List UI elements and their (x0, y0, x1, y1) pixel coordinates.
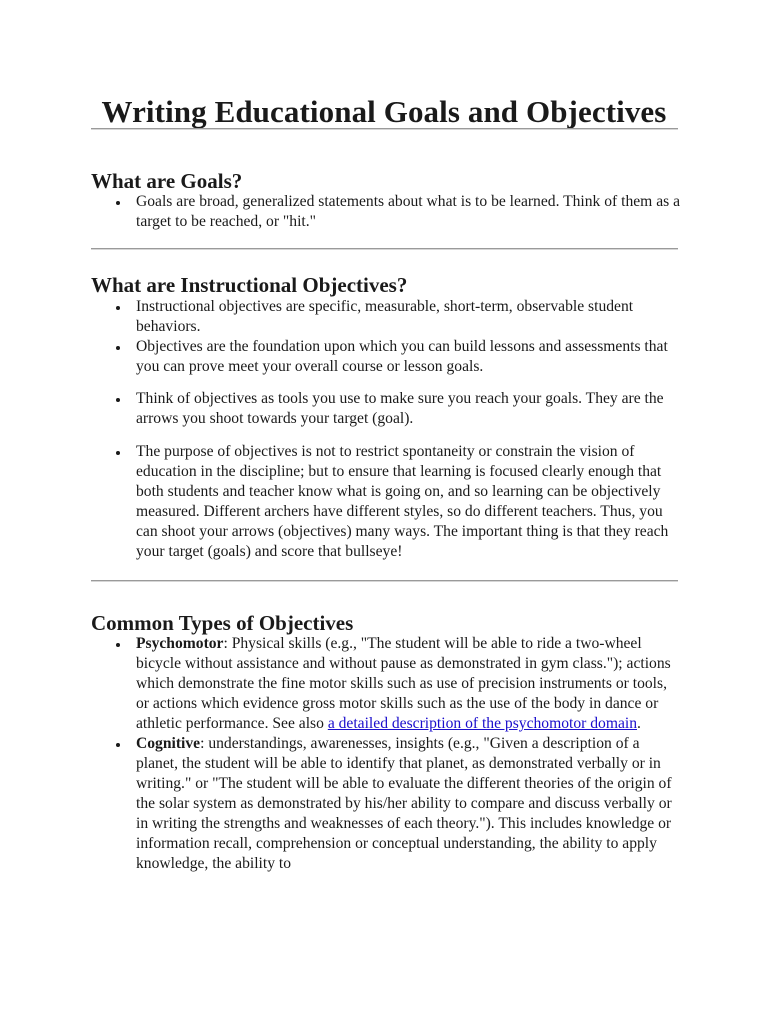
heading-goals: What are Goals? (91, 169, 243, 193)
list-item: Think of objectives as tools you use to make sure you reach your goals. They are the arrows you shoot towards your target (goal). (91, 389, 683, 429)
list-item-psychomotor (91, 634, 683, 734)
types-list (91, 634, 683, 874)
list-item: The purpose of objectives is not to restrict spontaneity or constrain the vision of education in the discipline; but to ensure that learning is focused clearly enough that both students and teacher know what is going on, and so learning can be objectively measured. Different archers have different styles, so do different teachers. Thus, you can shoot your arrows (objectives) many ways. The important thing is that they reach your target (goals) and score that bullseye! (91, 442, 683, 562)
section-divider (91, 580, 678, 582)
cognitive-text: : understandings, awarenesses, insights (e.g., "Given a description of a planet, the student will be able to identify that planet, as demonstrated verbally or in writing." or "The student will be able to evaluate the different theories of the origin of the solar system as demonstrated by his/her ability to compare and discuss verbally or in writing the strengths and weaknesses of each theory."). This includes knowledge or information recall, comprehension or conceptual understanding, the ability to apply knowledge, the ability to (136, 735, 672, 872)
list-item: Goals are broad, generalized statements about what is to be learned. Think of them as a target to be reached, or "hit." (91, 192, 683, 232)
title-divider (91, 128, 678, 130)
psychomotor-domain-link[interactable]: a detailed description of the psychomotor domain (327, 715, 638, 732)
page-title: Writing Educational Goals and Objectives (101, 94, 667, 129)
list-item: Instructional objectives are specific, measurable, short-term, observable student behaviors. (91, 297, 683, 337)
goals-list (91, 192, 683, 232)
term-psychomotor: Psychomotor (136, 635, 224, 652)
list-item-cognitive (91, 734, 683, 874)
psychomotor-end: . (637, 715, 641, 732)
list-item: Objectives are the foundation upon which you can build lessons and assessments that you can prove meet your overall course or lesson goals. (91, 337, 683, 377)
term-cognitive: Cognitive (136, 735, 201, 752)
heading-types: Common Types of Objectives (91, 611, 354, 635)
section-divider (91, 248, 678, 250)
heading-objectives: What are Instructional Objectives? (91, 273, 408, 297)
psychomotor-text: : Physical skills (e.g., "The student will be able to ride a two-wheel bicycle without assistance and without pause as demonstrated in gym class."); actions which demonstrate the fine motor skills such as use of precision instruments or tools, or actions which evidence gross motor skills such as the use of the body in dance or athletic performance. See also (136, 635, 671, 732)
objectives-list (91, 297, 683, 562)
